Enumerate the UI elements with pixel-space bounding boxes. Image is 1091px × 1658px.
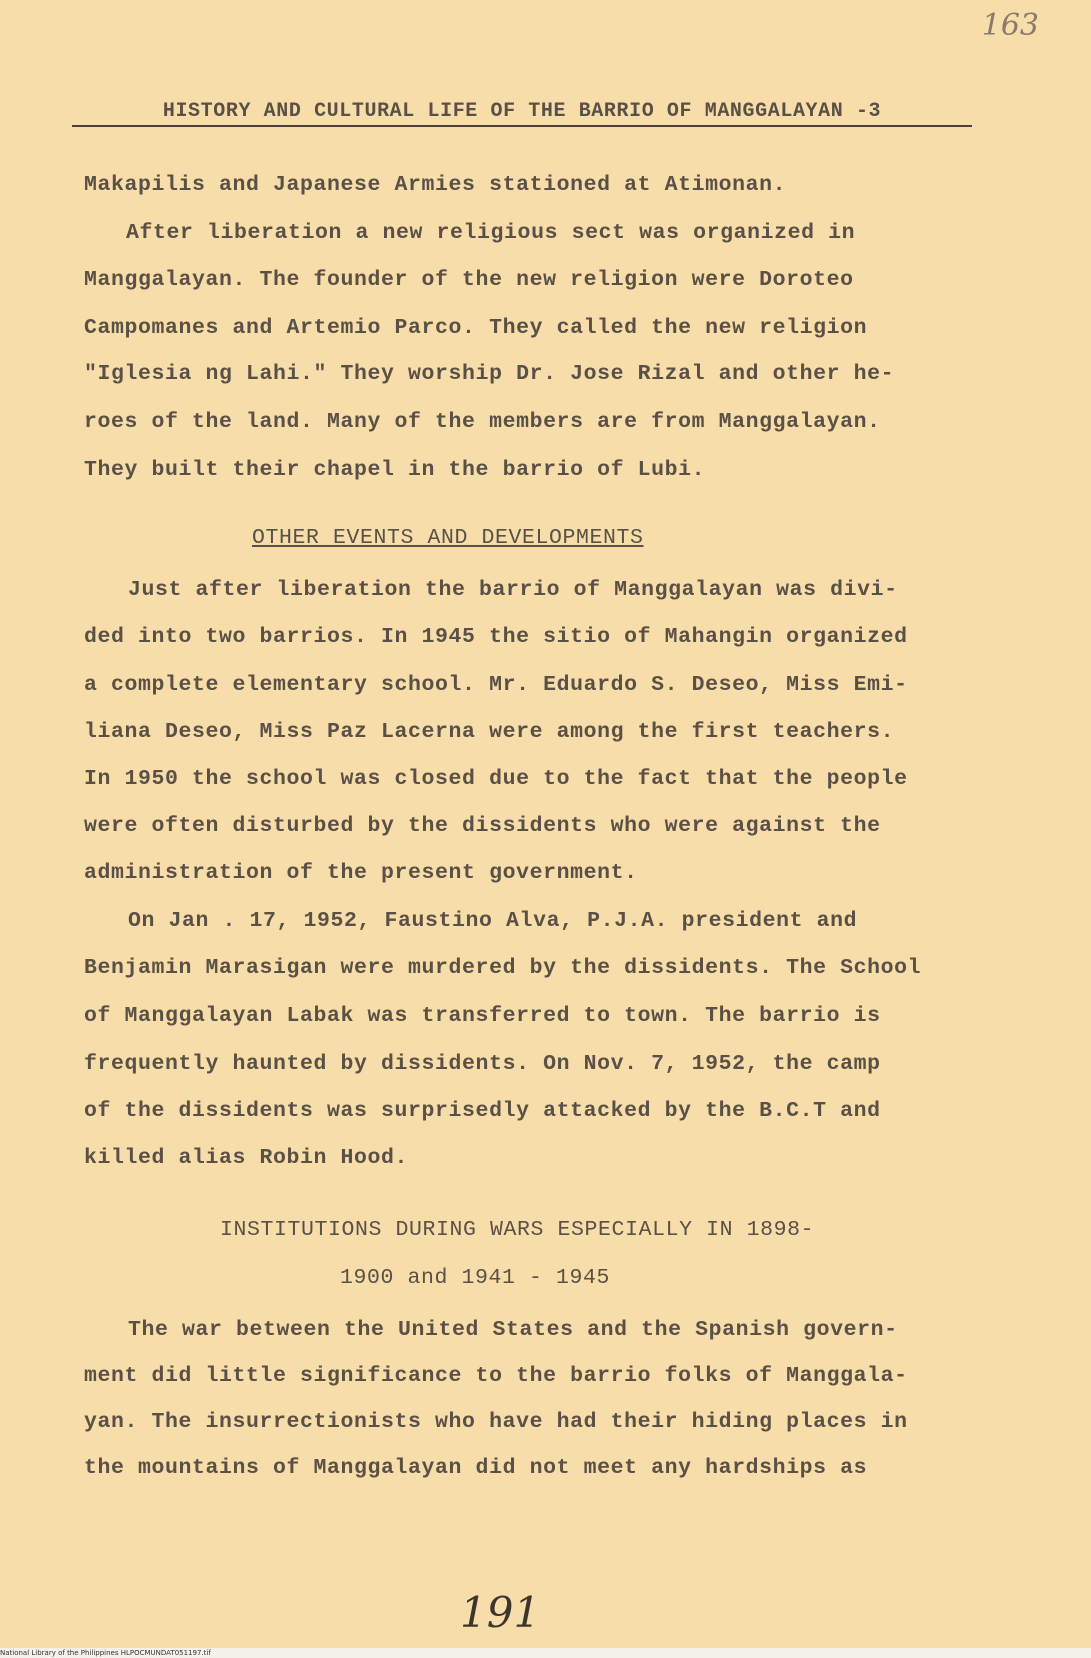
text-line: administration of the present government. — [84, 861, 638, 885]
text-line: ment did little significance to the barrio folks of Manggala- — [84, 1364, 908, 1388]
text-line: Benjamin Marasigan were murdered by the dissidents. The School — [84, 956, 922, 980]
section-heading-other-events: OTHER EVENTS AND DEVELOPMENTS — [252, 526, 644, 550]
text-line: On Jan . 17, 1952, Faustino Alva, P.J.A. president and — [128, 909, 858, 933]
section-heading-institutions: INSTITUTIONS DURING WARS ESPECIALLY IN 1898- — [220, 1218, 815, 1242]
text-line: After liberation a new religious sect was organized in — [126, 221, 856, 245]
text-line: The war between the United States and the Spanish govern- — [128, 1318, 898, 1342]
section-heading-institutions-years: 1900 and 1941 - 1945 — [340, 1266, 611, 1290]
page-header: HISTORY AND CULTURAL LIFE OF THE BARRIO OF MANGGALAYAN -3 — [72, 100, 972, 127]
text-line: roes of the land. Many of the members are from Manggalayan. — [84, 410, 881, 434]
text-line: liana Deseo, Miss Paz Lacerna were among the first teachers. — [84, 720, 895, 744]
archive-footer: National Library of the Philippines HLPOCMUNDAT051197.tif — [0, 1648, 1091, 1658]
page-number-corner: 163 — [981, 8, 1039, 43]
text-line: killed alias Robin Hood. — [84, 1146, 409, 1170]
text-line: Just after liberation the barrio of Manggalayan was divi- — [128, 578, 898, 602]
text-line: ded into two barrios. In 1945 the sitio of Mahangin organized — [84, 625, 908, 649]
text-line: the mountains of Manggalayan did not meet any hardships as — [84, 1456, 868, 1480]
text-line: were often disturbed by the dissidents who were against the — [84, 814, 881, 838]
text-line: a complete elementary school. Mr. Eduardo S. Deseo, Miss Emi- — [84, 673, 908, 697]
text-line: Makapilis and Japanese Armies stationed at Atimonan. — [84, 173, 787, 197]
page-number-bottom: 191 — [460, 1588, 541, 1637]
text-line: Campomanes and Artemio Parco. They called the new religion — [84, 316, 868, 340]
text-line: "Iglesia ng Lahi." They worship Dr. Jose Rizal and other he- — [84, 362, 895, 386]
text-line: of the dissidents was surprisedly attacked by the B.C.T and — [84, 1099, 881, 1123]
text-line: They built their chapel in the barrio of Lubi. — [84, 458, 706, 482]
text-line: Manggalayan. The founder of the new religion were Doroteo — [84, 268, 854, 292]
text-line: In 1950 the school was closed due to the fact that the people — [84, 767, 908, 791]
text-line: yan. The insurrectionists who have had their hiding places in — [84, 1410, 908, 1434]
text-line: of Manggalayan Labak was transferred to town. The barrio is — [84, 1004, 881, 1028]
text-line: frequently haunted by dissidents. On Nov. 7, 1952, the camp — [84, 1052, 881, 1076]
